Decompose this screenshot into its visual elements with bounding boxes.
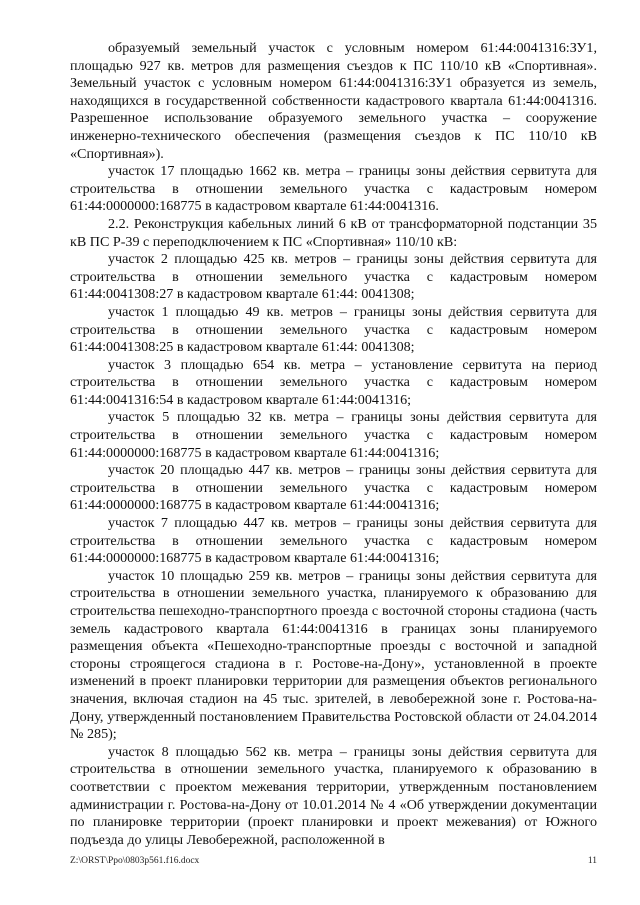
- paragraph-plot-3: участок 3 площадью 654 кв. метра – установление сервитута на период строительства в отношении земельного участка с кадастровым номером 61:44:0041316:54 в кадастровом квартале 61:44:0041316;: [70, 356, 597, 408]
- footer-page-number: 11: [587, 856, 597, 866]
- page-footer: [70, 856, 597, 866]
- paragraph-plot-20: участок 20 площадью 447 кв. метров – границы зоны действия сервитута для строительства в отношении земельного участка с кадастровым номером 61:44:0000000:168775 в кадастровом квартале 61:44:0041316;: [70, 462, 597, 514]
- paragraph-plot-8: участок 8 площадью 562 кв. метра – границы зоны действия сервитута для строительства в отношении земельного участка, планируемого к образованию в соответствии с проектом межевания территории, утвержденным постановлением администрации г. Ростова-на-Дону от 10.01.2014 № 4 «Об утверждении документации по планировке территории (проект планировки и проект межевания) от Южного подъезда до улицы Левобережной, расположенной в: [70, 743, 597, 848]
- paragraph-plot-2: участок 2 площадью 425 кв. метров – границы зоны действия сервитута для строительства в отношении земельного участка с кадастровым номером 61:44:0041308:27 в кадастровом квартале 61:44: 0041308;: [70, 251, 597, 303]
- paragraph-plot-10: участок 10 площадью 259 кв. метров – границы зоны действия сервитута для строительства в отношении земельного участка, планируемого к образованию для строительства пешеходно-транспортного проезда с восточной стороны стадиона (часть земель кадастрового квартала 61:44:0041316 в границах зоны планируемого размещения объекта «Пешеходно-транспортные проезды с восточной и западной стороны строящегося стадиона в г. Ростове-на-Дону», установленной в проекте изменений в проект планировки территории для размещения объектов регионального значения, включая стадион на 45 тыс. зрителей, в левобережной зоне г. Ростова-на-Дону, утвержденный постановлением Правительства Ростовской области от 24.04.2014 № 285);: [70, 567, 597, 743]
- paragraph-plot-5: участок 5 площадью 32 кв. метра – границы зоны действия сервитута для строительства в отношении земельного участка с кадастровым номером 61:44:0000000:168775 в кадастровом квартале 61:44:0041316;: [70, 409, 597, 461]
- paragraph-plot-17: участок 17 площадью 1662 кв. метра – границы зоны действия сервитута для строительства в отношении земельного участка с кадастровым номером 61:44:0000000:168775 в кадастровом квартале 61:44:0041316.: [70, 163, 597, 215]
- paragraph-plot-7: участок 7 площадью 447 кв. метров – границы зоны действия сервитута для строительства в отношении земельного участка с кадастровым номером 61:44:0000000:168775 в кадастровом квартале 61:44:0041316;: [70, 515, 597, 567]
- paragraph-continuation: образуемый земельный участок с условным номером 61:44:0041316:ЗУ1, площадью 927 кв. метров для размещения съездов к ПС 110/10 кВ «Спортивная». Земельный участок с условным номером 61:44:0041316:ЗУ1 образуется из земель, находящихся в государственной собственности кадастрового квартала 61:44:0041316. Разрешенное использование образуемого земельного участка – сооружение инженерно-технического обеспечения (размещения съездов к ПС 110/10 кВ «Спортивная»).: [70, 40, 597, 162]
- paragraph-plot-1: участок 1 площадью 49 кв. метров – границы зоны действия сервитута для строительства в отношении земельного участка с кадастровым номером 61:44:0041308:25 в кадастровом квартале 61:44: 0041308;: [70, 303, 597, 356]
- footer-file-path: Z:\ORST\Ppo\0803p561.f16.docx: [70, 856, 200, 866]
- document-body: [70, 40, 597, 849]
- paragraph-section-2-2: 2.2. Реконструкция кабельных линий 6 кВ от трансформаторной подстанции 35 кВ ПС Р-39 с переподключением к ПС «Спортивная» 110/10 кВ:: [70, 215, 597, 250]
